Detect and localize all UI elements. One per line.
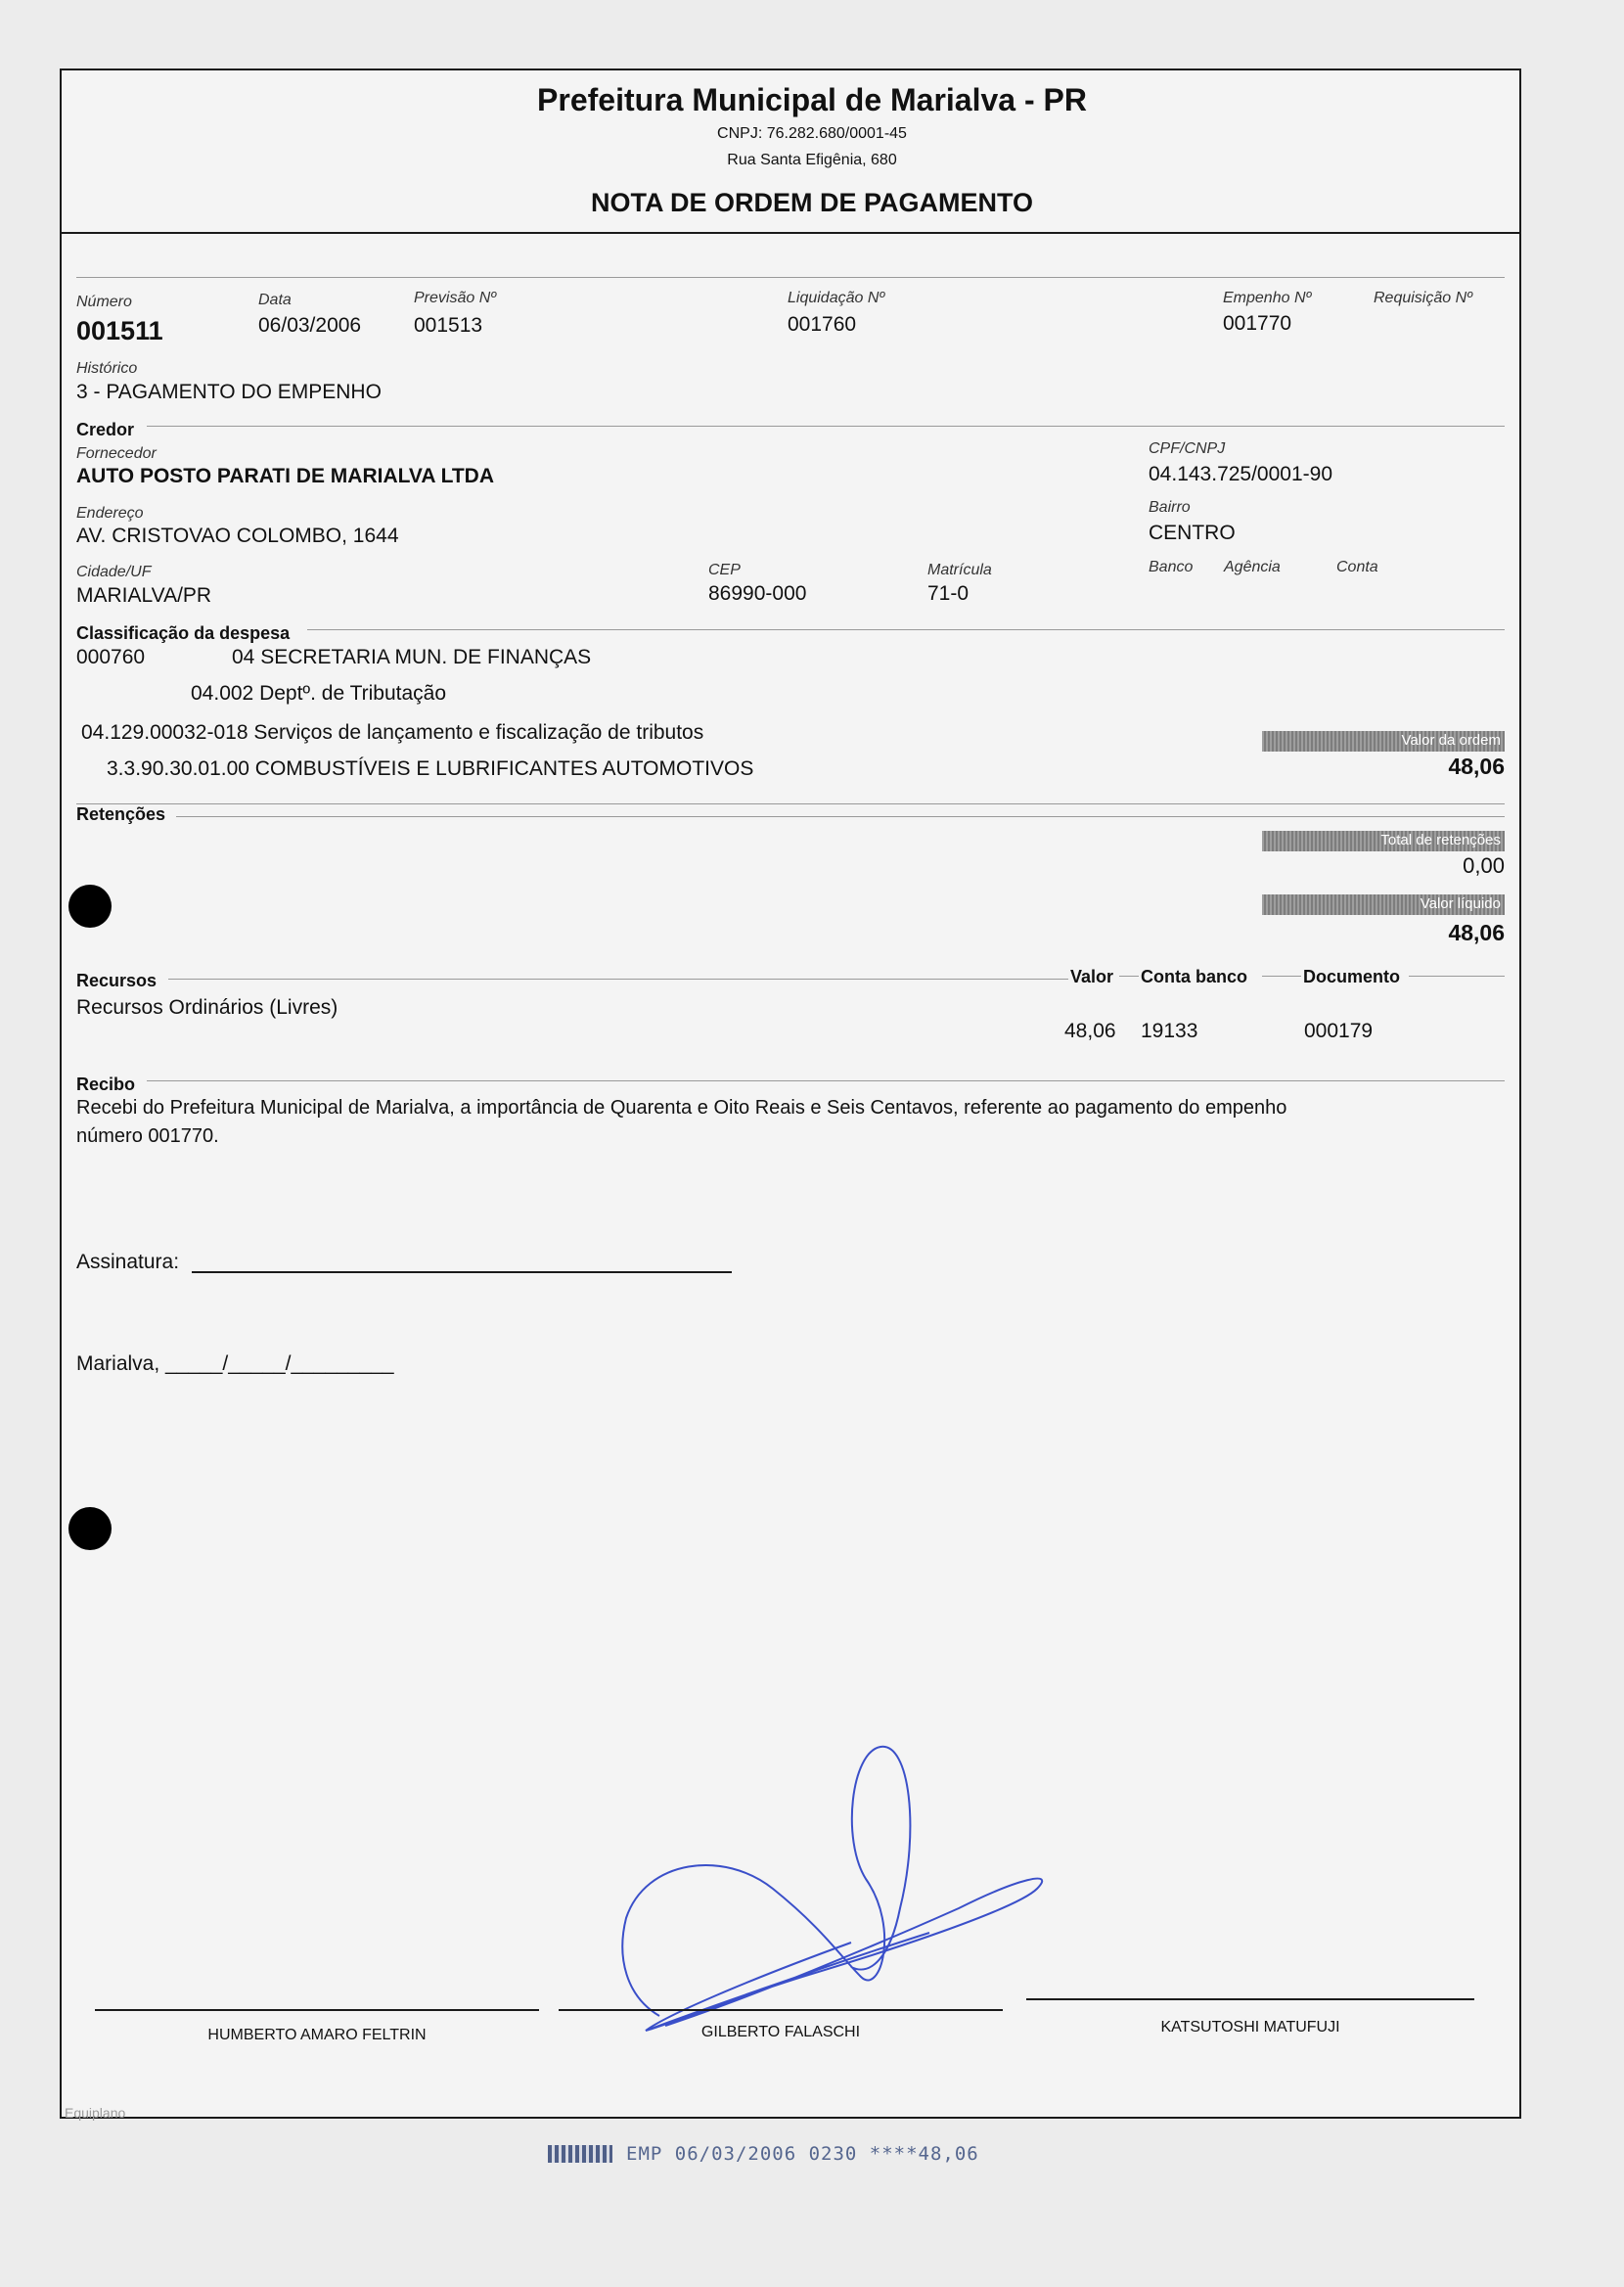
info-top-line [76,277,1505,278]
valor-liquido-label: Valor líquido [1420,895,1501,912]
matricula-label: Matrícula [927,562,992,578]
classificacao-line2: 04.002 Deptº. de Tributação [191,682,447,705]
valor-ordem-value: 48,06 [1448,754,1505,779]
numero-label: Número [76,294,132,310]
fornecedor-label: Fornecedor [76,445,157,462]
classificacao-line4: 3.3.90.30.01.00 COMBUSTÍVEIS E LUBRIFICANTES AUTOMOTIVOS [107,757,754,780]
assinatura-line [192,1271,732,1273]
valor-liquido-value: 48,06 [1448,920,1505,945]
cep-label: CEP [708,562,741,578]
fornecedor-value: AUTO POSTO PARATI DE MARIALVA LTDA [76,465,494,487]
endereco-label: Endereço [76,505,144,522]
data-value: 06/03/2006 [258,314,362,337]
marialva-date-label: Marialva, _____/_____/_________ [76,1352,394,1375]
bairro-value: CENTRO [1149,522,1236,544]
empenho-label: Empenho Nº [1223,290,1312,306]
credor-section: Credor [76,420,135,439]
recursos-line-4 [1409,976,1505,977]
total-retencoes-bar [1262,831,1505,851]
signature-line-2 [559,2009,1003,2011]
numero-value: 001511 [76,316,163,345]
retencoes-section: Retenções [76,804,166,824]
assinatura-label: Assinatura: [76,1251,180,1273]
recursos-line-3 [1262,976,1301,977]
liquidacao-value: 001760 [788,313,857,336]
header-divider [60,232,1521,234]
signature-line-3 [1026,1998,1474,2000]
stamp-mark [548,2145,612,2163]
classificacao-line1: 04 SECRETARIA MUN. DE FINANÇAS [232,646,592,668]
recibo-section: Recibo [76,1075,136,1094]
recursos-fonte: Recursos Ordinários (Livres) [76,996,338,1019]
retencoes-top-line [76,803,1505,804]
historico-value: 3 - PAGAMENTO DO EMPENHO [76,381,382,403]
recursos-valor-label: Valor [1070,967,1114,986]
cpf-value: 04.143.725/0001-90 [1149,463,1333,485]
municipality-title: Prefeitura Municipal de Marialva - PR [537,82,1087,117]
total-retencoes-label: Total de retenções [1380,832,1501,848]
address-text: Rua Santa Efigênia, 680 [727,152,897,168]
previsao-value: 001513 [414,314,483,337]
signatory-2: GILBERTO FALASCHI [700,2024,861,2040]
cpf-label: CPF/CNPJ [1149,440,1226,457]
banco-label: Banco [1149,559,1194,575]
signatory-1: HUMBERTO AMARO FELTRIN [207,2027,427,2043]
cidade-label: Cidade/UF [76,564,152,580]
total-retencoes-value: 0,00 [1463,853,1505,878]
recibo-line [147,1080,1505,1081]
requisicao-label: Requisição Nº [1374,290,1472,306]
classificacao-code: 000760 [76,646,146,668]
valor-ordem-bar [1262,731,1505,752]
equiplano-text: Equiplano [65,2105,126,2121]
payment-stamp: EMP 06/03/2006 0230 ****48,06 [626,2143,979,2165]
cep-value: 86990-000 [708,582,807,605]
handwritten-signature [607,1732,1076,2055]
recursos-documento-label: Documento [1303,967,1400,986]
recibo-text-line2: número 001770. [76,1125,219,1147]
empenho-value: 001770 [1223,312,1292,335]
recursos-line-2 [1119,976,1139,977]
punch-hole-bottom [68,1507,112,1550]
recursos-section: Recursos [76,971,158,990]
recursos-documento: 000179 [1304,1020,1374,1042]
recursos-conta-label: Conta banco [1141,967,1248,986]
liquidacao-label: Liquidação Nº [788,290,885,306]
classificacao-line3: 04.129.00032-018 Serviços de lançamento e fiscalização de tributos [81,721,704,744]
recursos-conta: 19133 [1141,1020,1198,1042]
previsao-label: Previsão Nº [414,290,497,306]
recibo-text-line1: Recebi do Prefeitura Municipal de Marialva, a importância de Quarenta e Oito Reais e Seis Centavos, referente ao pagamento do empenho [76,1097,1287,1119]
data-label: Data [258,292,292,308]
classificacao-section: Classificação da despesa [76,623,291,643]
classificacao-line [307,629,1505,630]
cidade-value: MARIALVA/PR [76,584,212,607]
matricula-value: 71-0 [927,582,970,605]
bairro-label: Bairro [1149,499,1191,516]
retencoes-line [176,816,1505,817]
cnpj-text: CNPJ: 76.282.680/0001-45 [717,125,907,142]
conta-label: Conta [1336,559,1378,575]
document-title: NOTA DE ORDEM DE PAGAMENTO [590,188,1033,217]
agencia-label: Agência [1224,559,1281,575]
signature-line-1 [95,2009,539,2011]
punch-hole-top [68,885,112,928]
valor-ordem-label: Valor da ordem [1401,732,1501,749]
historico-label: Histórico [76,360,138,377]
valor-liquido-bar [1262,894,1505,915]
recursos-valor: 48,06 [1064,1020,1116,1042]
endereco-value: AV. CRISTOVAO COLOMBO, 1644 [76,525,399,547]
recursos-line [168,979,1068,980]
signatory-3: KATSUTOSHI MATUFUJI [1160,2019,1340,2035]
credor-line [147,426,1505,427]
